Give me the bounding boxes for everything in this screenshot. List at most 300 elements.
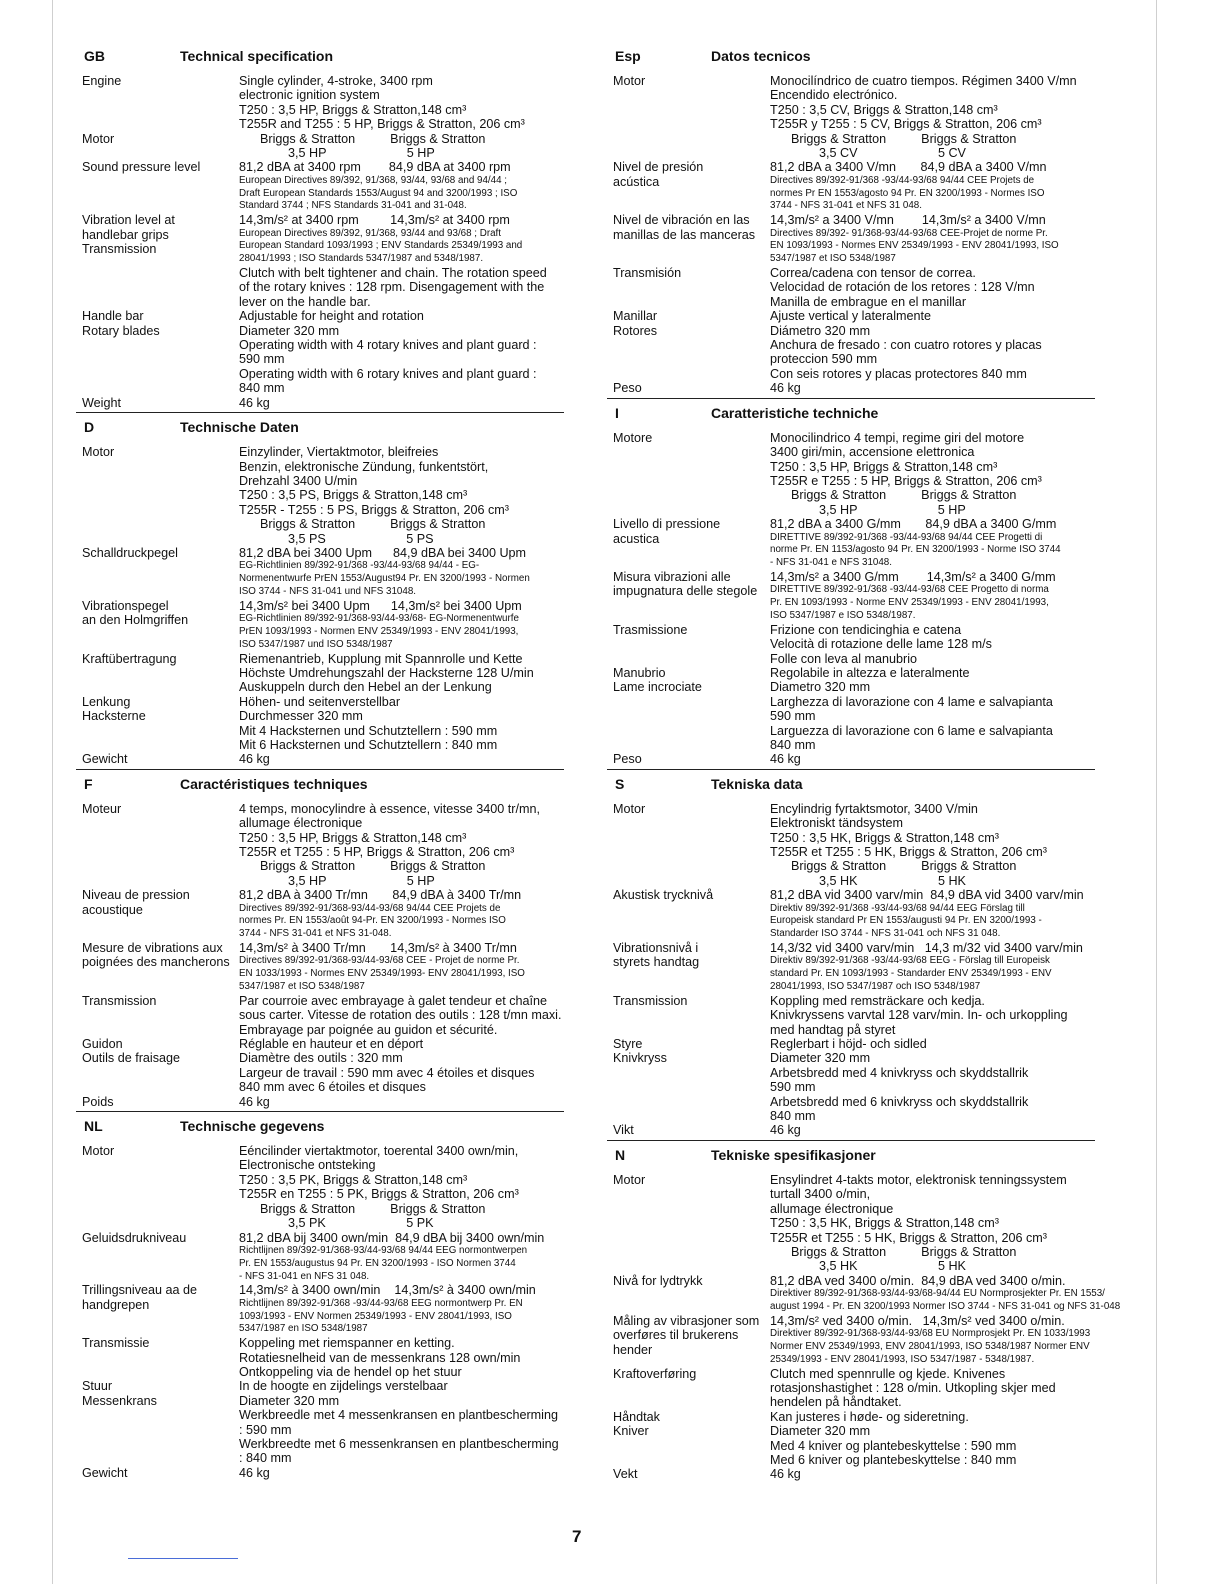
spec-value xyxy=(239,396,564,410)
spec-value-line: Diámetro 320 mm xyxy=(770,323,871,338)
spec-row xyxy=(76,994,564,1037)
spec-value xyxy=(239,1466,564,1480)
spec-label-line: Motor xyxy=(613,74,646,88)
spec-value-footnote: Normenentwurfe PrEN 1553/August94 Pr. EN 3200/1993 - Normen xyxy=(239,573,530,585)
spec-value xyxy=(770,888,1095,941)
spec-value-line: 590 mm xyxy=(239,352,285,367)
spec-label-line: Motor xyxy=(82,1144,115,1159)
spec-value-line: T255R et T255 : 5 HK, Briggs & Stratton, 206 cm³ xyxy=(770,845,1047,859)
spec-value xyxy=(239,213,564,309)
spec-label xyxy=(607,1173,770,1274)
section-header xyxy=(76,419,564,439)
spec-label-line: Trillingsniveau aa de xyxy=(82,1283,198,1298)
spec-value-line: 14,3m/s² à 3400 Tr/mn 14,3m/s² à 3400 Tr/mn xyxy=(239,941,517,956)
spec-label-line: Kniver xyxy=(613,1424,649,1439)
spec-value-line: Einzylinder, Viertaktmotor, bleifreies xyxy=(239,445,439,460)
spec-value-footnote: Europeisk standard Pr EN 1553/augusti 94 Pr. EN 3200/1993 - xyxy=(770,915,1042,927)
spec-row xyxy=(607,517,1095,570)
spec-row xyxy=(76,309,564,395)
spec-row xyxy=(76,1379,564,1465)
spec-section-gb xyxy=(76,48,564,413)
spec-value-line: Briggs & Stratton Briggs & Stratton xyxy=(239,1201,486,1216)
spec-section-n xyxy=(607,1146,1121,1482)
spec-value xyxy=(239,546,564,599)
section-divider xyxy=(607,769,1095,770)
spec-label xyxy=(76,309,239,395)
spec-value-line: 3,5 HK 5 HK xyxy=(770,873,966,888)
spec-row xyxy=(76,802,564,888)
spec-value-line: Riemenantrieb, Kupplung mit Spannrolle und Kette xyxy=(239,651,523,666)
spec-label xyxy=(76,1336,239,1379)
spec-label xyxy=(76,1466,239,1480)
spec-value-line: : 590 mm xyxy=(239,1422,292,1437)
spec-row xyxy=(607,1173,1095,1274)
spec-row xyxy=(76,752,564,766)
spec-label-line: Peso xyxy=(613,381,642,396)
spec-value-line: Clutch with belt tightener and chain. The rotation speed xyxy=(239,266,547,281)
spec-value xyxy=(770,74,1095,160)
spec-label xyxy=(76,599,239,652)
spec-value xyxy=(239,994,564,1037)
spec-label xyxy=(607,1467,770,1481)
spec-label-line: Nivel de vibración en las xyxy=(613,213,750,228)
spec-label-line: Vibrationspegel xyxy=(82,598,169,613)
spec-label xyxy=(607,381,770,395)
spec-row xyxy=(607,752,1095,766)
spec-row xyxy=(76,546,564,599)
spec-value-line: 46 kg xyxy=(770,752,801,767)
section-heading: Caractéristiques techniques xyxy=(180,775,368,792)
spec-value xyxy=(770,1410,1095,1468)
spec-value-line: sous carter. Vitesse de rotation des outils : 128 t/mn maxi. xyxy=(239,1008,562,1023)
spec-value-line: 3,5 HK 5 HK xyxy=(770,1259,966,1274)
spec-value-footnote: ISO 5347/1987 und ISO 5348/1987 xyxy=(239,638,393,650)
spec-label-line: impugnatura delle stegole xyxy=(613,584,758,599)
spec-value xyxy=(239,888,564,941)
spec-label-line: Livello di pressione xyxy=(613,517,721,532)
spec-value-line: T250 : 3,5 HK, Briggs & Stratton,148 cm³ xyxy=(770,1216,999,1231)
spec-label-line: Transmission xyxy=(82,242,157,257)
spec-label-line: Akustisk trycknivå xyxy=(613,888,714,903)
spec-label-line: acustica xyxy=(613,531,660,546)
spec-value-line: Par courroie avec embrayage à galet tendeur et chaîne xyxy=(239,993,548,1008)
spec-label-line: Rotores xyxy=(613,323,658,338)
left-column xyxy=(76,48,564,1480)
spec-value-line: 46 kg xyxy=(770,1123,801,1138)
spec-label-line: Manillar xyxy=(613,309,658,324)
spec-value-line: lever on the handle bar. xyxy=(239,294,371,309)
spec-row xyxy=(76,1231,564,1284)
spec-value-line: Reglerbart i höjd- och sidled xyxy=(770,1037,927,1052)
spec-label-line: Handle bar xyxy=(82,309,144,324)
spec-label xyxy=(76,396,239,410)
spec-value-line: Koppeling met riemspanner en ketting. xyxy=(239,1336,455,1351)
spec-value-line: Folle con leva al manubrio xyxy=(770,651,918,666)
spec-row xyxy=(76,396,564,410)
language-code: Esp xyxy=(615,48,641,64)
spec-value-line: T250 : 3,5 CV, Briggs & Stratton,148 cm³ xyxy=(770,102,998,117)
spec-value-line: Mit 6 Hacksternen und Schutztellern : 840 mm xyxy=(239,737,498,752)
section-header xyxy=(607,1147,1095,1167)
spec-value-line: T255R en T255 : 5 PK, Briggs & Stratton, 206 cm³ xyxy=(239,1187,519,1202)
spec-label-line: acoustique xyxy=(82,902,143,917)
footer-underline xyxy=(128,1558,238,1559)
spec-row xyxy=(607,623,1095,666)
spec-row xyxy=(607,1314,1095,1367)
spec-row xyxy=(607,1123,1095,1137)
spec-value-line: Clutch med spennrulle og kjede. Knivenes xyxy=(770,1366,1006,1381)
spec-value-line: Frizione con tendicinghia e catena xyxy=(770,622,962,637)
spec-row xyxy=(607,888,1095,941)
spec-value-footnote: Standarder ISO 3744 - NFS 31-041 och NFS 31 048. xyxy=(770,928,1001,940)
spec-label xyxy=(607,1314,770,1367)
spec-value-line: allumage électronique xyxy=(239,816,363,831)
spec-value xyxy=(239,941,564,994)
spec-value-footnote: EN 1093/1993 - Normes ENV 25349/1993 - ENV 28041/1993, ISO xyxy=(770,240,1059,252)
spec-label xyxy=(76,941,239,994)
spec-label-line: Transmission xyxy=(82,993,157,1008)
spec-value-line: 81,2 dBA a 3400 G/mm 84,9 dBA a 3400 G/mm xyxy=(770,517,1057,532)
spec-value-line: 14,3m/s² à 3400 own/min 14,3m/s² à 3400 own/min xyxy=(239,1283,536,1298)
spec-section-d xyxy=(76,419,564,770)
spec-label-line: Misura vibrazioni alle xyxy=(613,569,731,584)
spec-label xyxy=(76,160,239,213)
spec-value-line: 46 kg xyxy=(770,381,801,396)
spec-label-line: Håndtak xyxy=(613,1409,660,1424)
spec-value-line: Briggs & Stratton Briggs & Stratton xyxy=(770,131,1017,146)
spec-value-line: Elektroniskt tändsystem xyxy=(770,816,903,831)
spec-value xyxy=(770,666,1095,752)
spec-value xyxy=(239,309,564,395)
spec-value-footnote: 5347/1987 en ISO 5348/1987 xyxy=(239,1323,368,1335)
spec-value-line: 3,5 PS 5 PS xyxy=(239,531,434,546)
spec-value-footnote: EG-Richtlinien 89/392-91/368 -93/44-93/68 94/44 - EG- xyxy=(239,560,480,572)
spec-value-line: Operating width with 4 rotary knives and plant guard : xyxy=(239,338,537,353)
spec-label xyxy=(607,666,770,752)
spec-label-line: Motor xyxy=(613,801,646,816)
spec-value-footnote: Richtlijnen 89/392-91/368-93/44-93/68 94/44 EEG normontwerpen xyxy=(239,1244,528,1256)
spec-value-line: Briggs & Stratton Briggs & Stratton xyxy=(770,859,1017,874)
spec-value-footnote: 3744 - NFS 31-041 et NFS 31 048. xyxy=(770,200,922,212)
spec-value-line: 81,2 dBA ved 3400 o/min. 84,9 dBA ved 3400 o/min. xyxy=(770,1273,1066,1288)
spec-row xyxy=(607,309,1095,381)
spec-section-esp xyxy=(607,48,1095,399)
spec-row xyxy=(607,431,1095,517)
spec-value xyxy=(770,309,1095,381)
spec-label xyxy=(607,570,770,623)
spec-label-line: Gewicht xyxy=(82,752,128,767)
spec-value-line: 840 mm xyxy=(239,381,285,396)
spec-label-line: an den Holmgriffen xyxy=(82,613,189,628)
spec-value-line: Auskuppeln durch den Hebel an der Lenkung xyxy=(239,680,492,695)
spec-label xyxy=(76,445,239,546)
spec-row xyxy=(607,666,1095,752)
spec-label-line: Moteur xyxy=(82,801,122,816)
spec-value-line: Briggs & Stratton Briggs & Stratton xyxy=(770,1244,1017,1259)
spec-row xyxy=(607,994,1095,1037)
spec-label-line: Vibration level at xyxy=(82,213,175,228)
section-header xyxy=(76,1118,564,1138)
spec-value-line: Diameter 320 mm xyxy=(239,323,340,338)
spec-row xyxy=(607,160,1095,213)
spec-value-line: Ajuste vertical y lateralmente xyxy=(770,309,931,324)
spec-row xyxy=(76,1144,564,1230)
spec-row xyxy=(76,599,564,652)
spec-value xyxy=(239,1336,564,1379)
spec-value-line: T250 : 3,5 HK, Briggs & Stratton,148 cm³ xyxy=(770,830,999,845)
spec-value-footnote: European Directives 89/392, 91/368, 93/44, 93/68 and 94/44 ; xyxy=(239,174,507,186)
spec-label xyxy=(76,1379,239,1465)
spec-value-footnote: Standard 3744 ; NFS Standards 31-041 and 31-048. xyxy=(239,200,467,212)
spec-value-footnote: European Directives 89/392, 91/368, 93/44 and 93/68 ; Draft xyxy=(239,227,501,239)
spec-label-line: Niveau de pression xyxy=(82,888,190,903)
spec-value-line: Electronische ontsteking xyxy=(239,1158,376,1173)
spec-value-footnote: norme Pr. EN 1153/agosto 94 Pr. EN 3200/1993 - Norme ISO 3744 xyxy=(770,544,1061,556)
spec-label-line: hender xyxy=(613,1342,653,1357)
spec-value-line: Embrayage par poignée au guidon et sécurité. xyxy=(239,1022,498,1037)
spec-label xyxy=(76,213,239,309)
spec-label-line: Geluidsdrukniveau xyxy=(82,1230,187,1245)
spec-value xyxy=(770,802,1095,888)
spec-value-line: Diamètre des outils : 320 mm xyxy=(239,1051,403,1066)
language-code: I xyxy=(615,404,619,421)
spec-value xyxy=(770,213,1095,266)
spec-value-footnote: normes Pr EN 1553/agosto 94 Pr. EN 3200/1993 - Normes ISO xyxy=(770,187,1045,199)
spec-value-line: T250 : 3,5 HP, Briggs & Stratton,148 cm³ xyxy=(239,102,467,117)
spec-value xyxy=(239,599,564,652)
spec-label xyxy=(76,994,239,1037)
spec-value-line: Con seis rotores y placas protectores 840 mm xyxy=(770,366,1027,381)
section-divider xyxy=(607,398,1095,399)
spec-value-footnote: 3744 - NFS 31-041 et NFS 31-048. xyxy=(239,928,392,940)
spec-label xyxy=(607,74,770,160)
spec-label-line: Vekt xyxy=(613,1467,638,1482)
spec-value-line: Velocità di rotazione delle lame 128 m/s xyxy=(770,637,992,652)
spec-value-line: 3,5 HP 5 HP xyxy=(239,873,435,888)
spec-value xyxy=(239,1379,564,1465)
spec-value-line: Largeur de travail : 590 mm avec 4 étoiles et disques xyxy=(239,1065,535,1080)
spec-value-line: 840 mm avec 6 étoiles et disques xyxy=(239,1080,426,1095)
spec-value-line: 3,5 HP 5 HP xyxy=(239,146,435,161)
spec-label-line: Weight xyxy=(82,395,121,410)
section-heading: Technische gegevens xyxy=(180,1118,325,1135)
spec-value xyxy=(770,1367,1095,1410)
spec-value-line: T255R - T255 : 5 PS, Briggs & Stratton, 206 cm³ xyxy=(239,502,509,517)
spec-value-footnote: Direktiver 89/392-91/368-93/44-93/68-94/44 EU Normprosjekter Pr. EN 1553/ xyxy=(770,1288,1105,1300)
spec-label xyxy=(607,213,770,266)
spec-label xyxy=(76,546,239,599)
spec-value-line: Werkbreedle met 4 messenkransen en plantbescherming xyxy=(239,1408,558,1423)
spec-value xyxy=(239,1283,564,1336)
spec-value-footnote: Directives 89/392-91/368-93/44-93/68 94/44 CEE Projets de xyxy=(239,902,501,914)
section-heading: Tekniske spesifikasjoner xyxy=(711,1146,876,1163)
spec-value-line: Diameter 320 mm xyxy=(770,1051,871,1066)
spec-label xyxy=(76,652,239,695)
spec-label xyxy=(607,266,770,309)
spec-value-line: T255R y T255 : 5 CV, Briggs & Stratton, 206 cm³ xyxy=(770,117,1042,132)
language-code: S xyxy=(615,775,625,792)
spec-value-line: 3,5 PK 5 PK xyxy=(239,1216,434,1231)
spec-value-footnote: august 1994 - Pr. EN 3200/1993 Normer ISO 3744 - NFS 31-041 og NFS 31-048 xyxy=(770,1300,1121,1312)
spec-value-line: proteccion 590 mm xyxy=(770,352,878,367)
spec-value xyxy=(770,1274,1120,1314)
spec-label-line: Gewicht xyxy=(82,1465,128,1480)
spec-value-line: Höhen- und seitenverstellbar xyxy=(239,694,401,709)
spec-value-line: 81,2 dBA vid 3400 varv/min 84,9 dBA vid 3400 varv/min xyxy=(770,888,1084,903)
spec-value-line: 14,3m/s² bei 3400 Upm 14,3m/s² bei 3400 Upm xyxy=(239,598,522,613)
spec-value-line: Diameter 320 mm xyxy=(770,1424,871,1439)
spec-value-line: 14,3m/s² at 3400 rpm 14,3m/s² at 3400 rpm xyxy=(239,213,510,228)
spec-label-line: Messenkrans xyxy=(82,1393,157,1408)
spec-row xyxy=(76,941,564,994)
spec-label xyxy=(607,1367,770,1410)
spec-value xyxy=(770,1173,1095,1274)
spec-value-line: Kan justeres i høde- og sideretning. xyxy=(770,1409,969,1424)
spec-row xyxy=(76,888,564,941)
spec-value-footnote: Directives 89/392-91/368-93/44-93/68 CEE - Projet de norme Pr. xyxy=(239,955,520,967)
spec-row xyxy=(607,74,1095,160)
spec-value xyxy=(239,802,564,888)
spec-value xyxy=(239,1037,564,1095)
spec-value-footnote: Richtlijnen 89/392-91/368 -93/44-93/68 EEG normontwerp Pr. EN xyxy=(239,1297,523,1309)
spec-value xyxy=(239,132,564,161)
spec-value-line: allumage électronique xyxy=(770,1201,894,1216)
spec-label xyxy=(76,888,239,941)
spec-section-f xyxy=(76,776,564,1112)
spec-value xyxy=(770,431,1095,517)
page-edge-left xyxy=(52,0,53,1584)
right-column xyxy=(607,48,1121,1482)
spec-label xyxy=(76,1037,239,1095)
spec-row xyxy=(607,1273,1121,1314)
spec-value-footnote: DIRETTIVE 89/392-91/368 -93/44-93/68 94/44 CEE Progetti di xyxy=(770,531,1043,543)
spec-value xyxy=(770,623,1095,666)
spec-value-line: 590 mm xyxy=(770,1080,816,1095)
spec-value-line: med handtag på styret xyxy=(770,1022,896,1037)
spec-value-footnote: Draft European Standards 1553/August 94 and 3200/1993 ; ISO xyxy=(239,187,518,199)
spec-label-line: Kraftübertragung xyxy=(82,651,177,666)
spec-value-footnote: Directives 89/392-91/368 -93/44-93/68 94/44 CEE Projets de xyxy=(770,174,1035,186)
spec-value-footnote: standard Pr. EN 1093/1993 - Standarder ENV 25349/1993 - ENV xyxy=(770,968,1052,980)
spec-value-line: Monocilindrico 4 tempi, regime giri del motore xyxy=(770,430,1025,445)
spec-value-line: Regolabile in altezza e lateralmente xyxy=(770,665,970,680)
spec-label-line: Måling av vibrasjoner som xyxy=(613,1313,760,1328)
spec-label-line: handgrepen xyxy=(82,1297,150,1312)
spec-label-line: Manubrio xyxy=(613,665,666,680)
spec-value-line: T255R et T255 : 5 HK, Briggs & Stratton, 206 cm³ xyxy=(770,1230,1047,1245)
spec-label-line: Nivå for lydtrykk xyxy=(613,1273,703,1288)
spec-value-line: Durchmesser 320 mm xyxy=(239,709,363,724)
spec-value-line: Arbetsbredd med 6 knivkryss och skyddstallrik xyxy=(770,1094,1029,1109)
spec-value-line: 14,3m/s² a 3400 G/mm 14,3m/s² a 3400 G/mm xyxy=(770,569,1056,584)
spec-label-line: Peso xyxy=(613,752,642,767)
spec-label xyxy=(607,431,770,517)
spec-value-line: 81,2 dBA a 3400 V/mn 84,9 dBA a 3400 V/mn xyxy=(770,160,1047,175)
section-header xyxy=(607,776,1095,796)
spec-label-line: overføres til brukerens xyxy=(613,1328,739,1343)
spec-value-footnote: European Standard 1093/1993 ; ENV Standards 25349/1993 and xyxy=(239,240,523,252)
spec-label-line: Schalldruckpegel xyxy=(82,545,178,560)
spec-row xyxy=(607,802,1095,888)
spec-label-line: Lame incrociate xyxy=(613,680,702,695)
spec-value-footnote: Pr. EN 1553/augustus 94 Pr. EN 3200/1993 - ISO Normen 3744 xyxy=(239,1257,516,1269)
spec-value-line: Ensylindret 4-takts motor, elektronisk tenningssystem xyxy=(770,1172,1067,1187)
section-divider xyxy=(76,1111,564,1112)
spec-row xyxy=(607,381,1095,395)
spec-value xyxy=(770,1123,1095,1137)
spec-value-line: Operating width with 6 rotary knives and plant guard : xyxy=(239,366,537,381)
spec-label-line: Motor xyxy=(82,131,115,146)
spec-label-line: Rotary blades xyxy=(82,323,160,338)
spec-value-line: 4 temps, monocylindre à essence, vitesse 3400 tr/mn, xyxy=(239,801,540,816)
spec-value-line: Diametro 320 mm xyxy=(770,680,871,695)
spec-label xyxy=(607,160,770,213)
spec-value-line: Briggs & Stratton Briggs & Stratton xyxy=(239,517,486,532)
spec-label-line: Nivel de presión xyxy=(613,160,704,175)
spec-row xyxy=(607,1367,1095,1410)
spec-label xyxy=(607,1274,770,1314)
language-code: D xyxy=(84,419,95,436)
spec-value-line: Monocilíndrico de cuatro tiempos. Régimen 3400 V/mn xyxy=(770,74,1077,88)
spec-value xyxy=(239,160,564,213)
spec-label xyxy=(607,1037,770,1123)
spec-section-i xyxy=(607,405,1095,770)
spec-value-line: 3400 giri/min, accensione elettronica xyxy=(770,445,975,460)
spec-value-line: 840 mm xyxy=(770,1109,816,1124)
spec-value-line: Velocidad de rotación de los retores : 128 V/mn xyxy=(770,280,1035,295)
spec-label-line: Trasmissione xyxy=(613,622,688,637)
spec-value xyxy=(239,1095,564,1109)
spec-value-line: 590 mm xyxy=(770,709,816,724)
spec-value-line: Briggs & Stratton Briggs & Stratton xyxy=(239,131,486,146)
spec-value-line: 46 kg xyxy=(239,752,270,767)
spec-value-footnote: 28041/1993, ISO 5347/1987 och ISO 5348/1987 xyxy=(770,981,981,993)
spec-row xyxy=(607,1467,1095,1481)
spec-label xyxy=(607,941,770,994)
spec-value-footnote: EG-Richtlinien 89/392-91/368-93/44-93/68- EG-Normenentwurfe xyxy=(239,613,519,625)
spec-value-line: Ontkoppeling via de hendel op het stuur xyxy=(239,1364,462,1379)
spec-label xyxy=(76,74,239,132)
spec-row xyxy=(76,695,564,753)
spec-value-footnote: 28041/1993 ; ISO Standards 5347/1987 and 5348/1987. xyxy=(239,253,484,265)
spec-row xyxy=(76,132,564,161)
spec-value xyxy=(770,266,1095,309)
spec-value-footnote: 1093/1993 - ENV Normen 25349/1993 - ENV 28041/1993, ISO xyxy=(239,1310,512,1322)
spec-value-line: 14,3m/s² a 3400 V/mn 14,3m/s² a 3400 V/mn xyxy=(770,213,1046,228)
spec-value-line: T255R e T255 : 5 HP, Briggs & Stratton, 206 cm³ xyxy=(770,473,1042,488)
spec-value xyxy=(239,1231,564,1284)
spec-label-line: styrets handtag xyxy=(613,955,700,970)
spec-value-footnote: ISO 3744 - NFS 31-041 und NFS 31048. xyxy=(239,585,416,597)
spec-row xyxy=(607,570,1095,623)
section-heading: Technische Daten xyxy=(180,419,299,436)
spec-value xyxy=(770,994,1095,1037)
section-divider xyxy=(76,769,564,770)
spec-value-footnote: Pr. EN 1093/1993 - Norme ENV 25349/1993 - ENV 28041/1993, xyxy=(770,597,1049,609)
spec-value-footnote: PrEN 1093/1993 - Normen ENV 25349/1993 - ENV 28041/1993, xyxy=(239,625,519,637)
spec-value-line: Adjustable for height and rotation xyxy=(239,309,424,324)
spec-label-line: Motor xyxy=(613,1172,646,1187)
spec-value-line: T255R et T255 : 5 HP, Briggs & Stratton, 206 cm³ xyxy=(239,845,515,859)
spec-row xyxy=(76,74,564,132)
spec-label-line: Knivkryss xyxy=(613,1051,667,1066)
spec-value-line: : 840 mm xyxy=(239,1451,292,1466)
language-code: NL xyxy=(84,1118,103,1135)
spec-row xyxy=(76,652,564,695)
spec-label xyxy=(76,1144,239,1230)
spec-value-line: 81,2 dBA à 3400 Tr/mn 84,9 dBA à 3400 Tr/mn xyxy=(239,888,522,903)
spec-label-line: handlebar grips xyxy=(82,227,169,242)
